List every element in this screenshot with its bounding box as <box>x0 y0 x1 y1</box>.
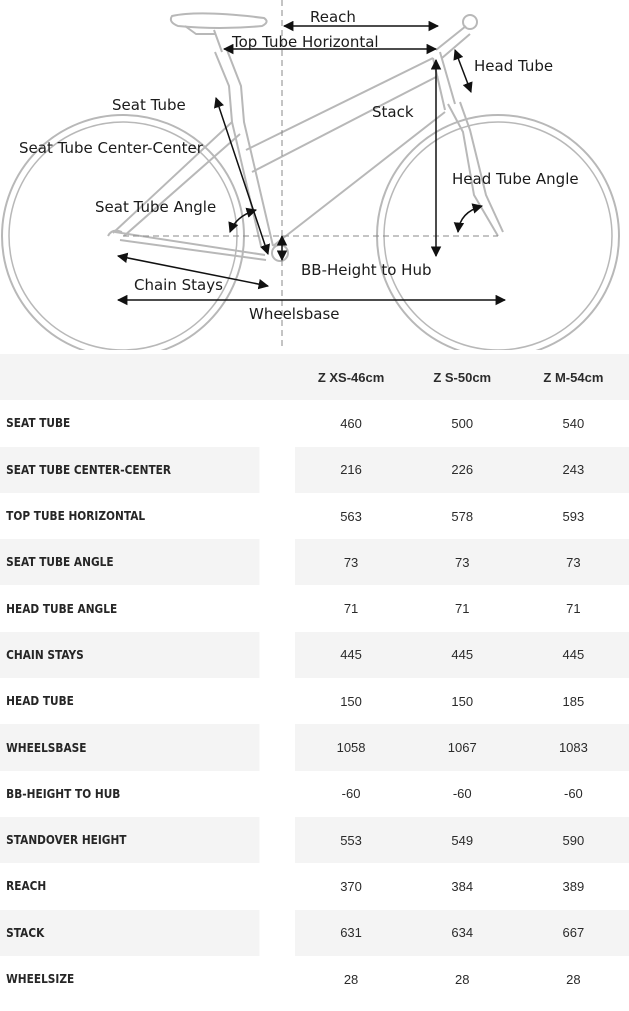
column-header-s: Z S-50cm <box>407 354 518 400</box>
value-cell: 185 <box>562 693 585 709</box>
row-label: TOP TUBE HORIZONTAL <box>6 509 146 524</box>
value-cell: 667 <box>518 910 629 956</box>
table-row-seat-tube <box>0 400 629 446</box>
front-wheel <box>377 115 619 350</box>
table-row-stack <box>0 910 629 956</box>
value-cell: 243 <box>518 447 629 493</box>
value-cell: 593 <box>562 508 585 524</box>
column-header-xs: Z XS-46cm <box>295 354 406 400</box>
value-cell: 631 <box>295 910 406 956</box>
value-cell: 1067 <box>407 724 518 770</box>
row-label: CHAIN STAYS <box>0 632 260 678</box>
table-row-seat-tube-angle <box>0 539 629 585</box>
stack-label: Stack <box>372 103 414 121</box>
table-row-wheelsize <box>0 956 629 1002</box>
table-row-head-tube <box>0 678 629 724</box>
seat-tube-angle-label: Seat Tube Angle <box>95 198 217 216</box>
value-cell: 500 <box>451 415 474 431</box>
value-cell: 578 <box>451 508 474 524</box>
chain-stays-label: Chain Stays <box>134 276 223 294</box>
row-label: HEAD TUBE ANGLE <box>6 601 118 616</box>
value-cell: 28 <box>566 971 581 987</box>
value-cell: 73 <box>295 539 406 585</box>
top-tube-horizontal-label: Top Tube Horizontal <box>232 33 379 51</box>
row-label: STANDOVER HEIGHT <box>0 817 260 863</box>
row-label: SEAT TUBE <box>6 416 71 431</box>
value-cell: 389 <box>562 878 585 894</box>
value-cell: 563 <box>340 508 362 524</box>
row-label: WHEELSBASE <box>0 724 260 770</box>
table-header-row <box>0 354 629 400</box>
row-label: STACK <box>0 910 260 956</box>
value-cell: 445 <box>407 632 518 678</box>
geometry-table <box>0 354 629 1002</box>
header-label-cell <box>0 354 295 400</box>
value-cell: 216 <box>295 447 406 493</box>
table-row-bb-height-to-hub <box>0 771 629 817</box>
head-tube-label: Head Tube <box>474 57 554 75</box>
value-cell: 384 <box>451 878 474 894</box>
value-cell: 28 <box>343 971 359 987</box>
table-row-wheelsbase <box>0 724 629 770</box>
value-cell: 540 <box>562 415 585 431</box>
reach-label: Reach <box>310 8 356 26</box>
table-row-chain-stays <box>0 632 629 678</box>
value-cell: 73 <box>518 539 629 585</box>
row-label: SEAT TUBE ANGLE <box>0 539 260 585</box>
row-label: BB-HEIGHT TO HUB <box>6 786 121 801</box>
value-cell: 71 <box>454 601 470 617</box>
wheelsbase-label: Wheelsbase <box>249 305 340 323</box>
value-cell: 553 <box>295 817 406 863</box>
head-tube-angle-label: Head Tube Angle <box>452 170 579 188</box>
value-cell: 1058 <box>295 724 406 770</box>
bb-height-to-hub-label: BB-Height to Hub <box>301 261 432 279</box>
seat-tube-label: Seat Tube <box>112 96 186 114</box>
value-cell: -60 <box>452 786 472 802</box>
value-cell: 150 <box>340 693 362 709</box>
column-header-m: Z M-54cm <box>518 354 629 400</box>
bike-geometry-diagram <box>0 0 629 350</box>
row-label: SEAT TUBE CENTER-CENTER <box>0 447 260 493</box>
table-row-reach <box>0 863 629 909</box>
value-cell: 73 <box>407 539 518 585</box>
value-cell: 1083 <box>518 724 629 770</box>
row-label: WHEELSIZE <box>6 972 75 986</box>
table-row-seat-tube-center-center <box>0 447 629 493</box>
value-cell: 226 <box>407 447 518 493</box>
value-cell: 71 <box>566 601 581 617</box>
row-label: REACH <box>6 879 47 894</box>
value-cell: 460 <box>340 415 362 431</box>
table-row-standover-height <box>0 817 629 863</box>
reference-lines <box>123 0 498 350</box>
value-cell: 445 <box>295 632 406 678</box>
seat-tube-center-center-label: Seat Tube Center-Center <box>19 139 203 157</box>
measurement-arrows <box>118 26 505 300</box>
value-cell: 370 <box>340 878 362 894</box>
value-cell: 445 <box>518 632 629 678</box>
table-row-top-tube-horizontal <box>0 493 629 539</box>
row-label: HEAD TUBE <box>6 694 74 709</box>
value-cell: -60 <box>564 786 583 802</box>
value-cell: -60 <box>341 786 361 802</box>
table-row-head-tube-angle <box>0 585 629 631</box>
value-cell: 549 <box>407 817 518 863</box>
value-cell: 28 <box>454 971 470 987</box>
value-cell: 590 <box>518 817 629 863</box>
value-cell: 634 <box>407 910 518 956</box>
value-cell: 71 <box>343 601 359 617</box>
value-cell: 150 <box>451 693 474 709</box>
